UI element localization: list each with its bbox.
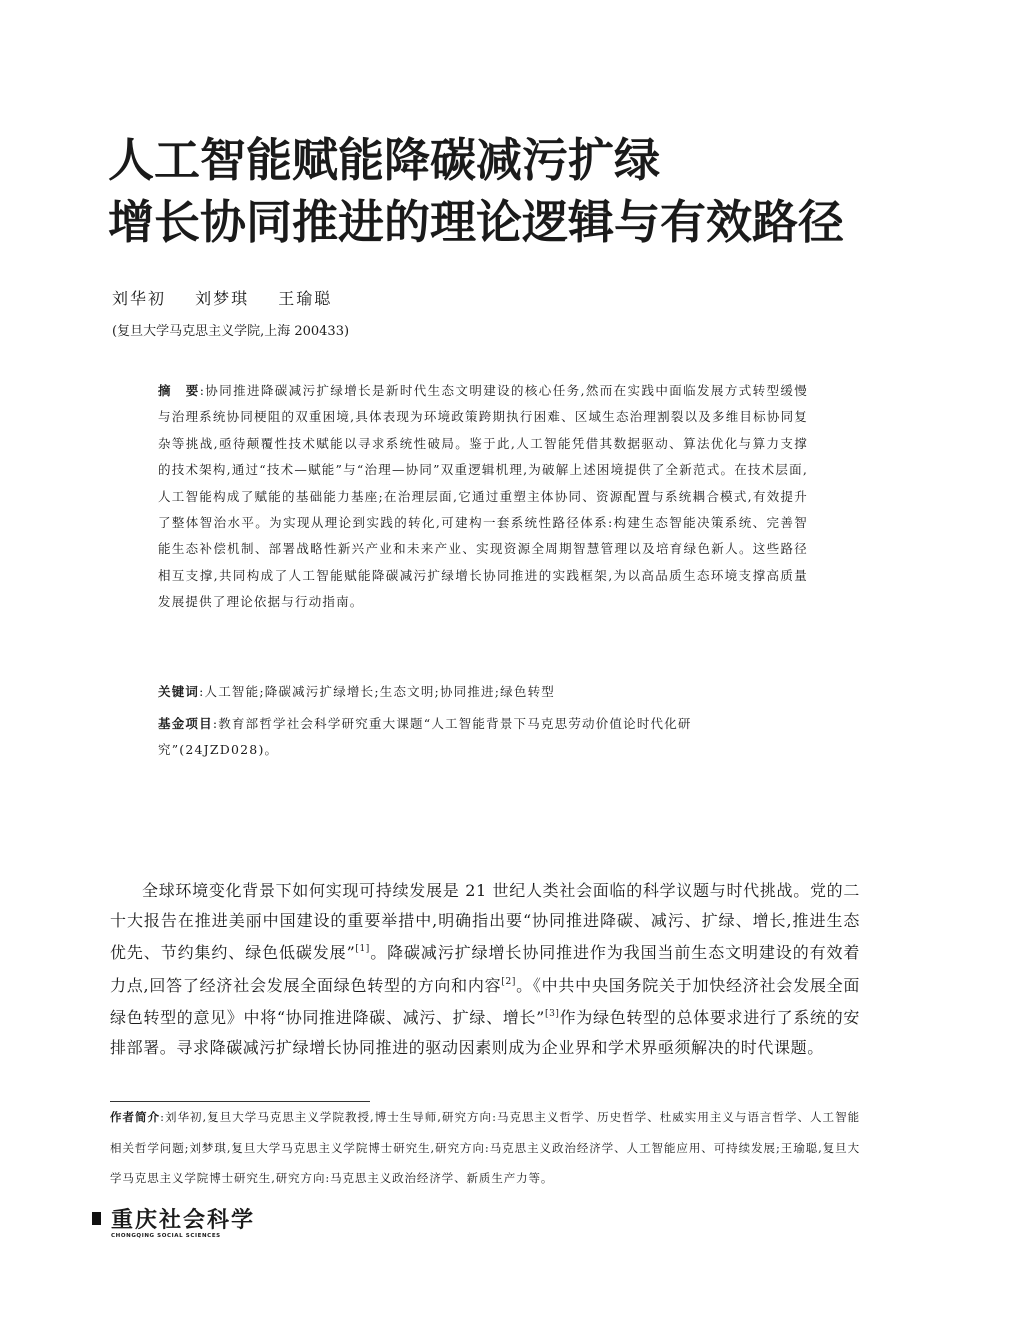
body-segment: 全球环境变化背景下如何实现可持续发展是 21 世纪人类社会面临的科学议题与时代挑战。党的二十大报告在推进美丽中国建设的重要举措中,明确指出要“协同推进降碳、减污、扩绿、增长,推进生态优先、节约集约、绿色低碳发展” <box>110 881 860 963</box>
affiliation: (复旦大学马克思主义学院,上海 200433) <box>112 324 350 339</box>
keywords <box>158 679 808 705</box>
article-title-line2: 增长协同推进的理论逻辑与有效路径 <box>108 195 844 249</box>
author-name: 刘梦琪 <box>195 289 250 308</box>
abstract-text: :协同推进降碳减污扩绿增长是新时代生态文明建设的核心任务,然而在实践中面临发展方式转型缓慢与治理系统协同梗阻的双重困境,具体表现为环境政策跨期执行困难、区域生态治理割裂以及多维目标协同复杂等挑战,亟待颠覆性技术赋能以寻求系统性破局。鉴于此,人工智能凭借其数据驱动、算法优化与算力支撑的技术架构,通过“技术—赋能”与“治理—协同”双重逻辑机理,为破解上述困境提供了全新范式。在技术层面,人工智能构成了赋能的基础能力基座;在治理层面,它通过重塑主体协同、资源配置与系统耦合模式,有效提升了整体智治水平。为实现从理论到实践的转化,可建构一套系统性路径体系:构建生态智能决策系统、完善智能生态补偿机制、部署战略性新兴产业和未来产业、实现资源全周期智慧管理以及培育绿色新人。这些路径相互支撑,共同构成了人工智能赋能降碳减污扩绿增长协同推进的实践框架,为以高品质生态环境支撑高质量发展提供了理论依据与行动指南。 <box>158 383 809 610</box>
journal-mark-icon <box>92 1212 101 1225</box>
body-segment: 作为绿色转型的总体要求进行了系统的安排部署。寻求降碳减污扩绿增长协同推进的驱动因素则成为企业界和学术界亟须解决的时代课题。 <box>110 1008 860 1057</box>
citation-ref[interactable]: [3] <box>544 1009 560 1020</box>
journal-name-cn: 重庆社会科学 <box>111 1207 256 1233</box>
author-name: 刘华初 <box>112 289 167 308</box>
author-note-label: 作者简介 <box>110 1110 161 1124</box>
abstract <box>158 378 808 616</box>
abstract-label: 摘 要 <box>158 383 200 398</box>
body-segment: 。《中共中央国务院关于加快经济社会发展全面绿色转型的意见》中将“协同推进降碳、减污、扩绿、增长” <box>110 975 860 1028</box>
body-text <box>110 876 860 1063</box>
author-list <box>112 286 354 309</box>
journal-logo <box>92 1208 255 1239</box>
article-title-line1: 人工智能赋能降碳减污扩绿 <box>108 133 660 187</box>
journal-name-en: CHONGQING SOCIAL SCIENCES <box>111 1233 221 1239</box>
author-name: 王瑜聪 <box>278 289 333 308</box>
citation-ref[interactable]: [2] <box>501 976 516 987</box>
keywords-label: 关键词 <box>158 684 200 699</box>
body-segment: 。降碳减污扩绿增长协同推进作为我国当前生态文明建设的有效着力点,回答了经济社会发展全面绿色转型的方向和内容 <box>110 943 861 995</box>
citation-ref[interactable]: [1] <box>355 944 370 955</box>
author-note-text: :刘华初,复旦大学马克思主义学院教授,博士生导师,研究方向:马克思主义哲学、历史哲学、杜威实用主义与语言哲学、人工智能相关哲学问题;刘梦琪,复旦大学马克思主义学院博士研究生,研究方向:马克思主义政治经济学、人工智能应用、可持续发展;王瑜聪,复旦大学马克思主义学院博士研究生,研究方向:马克思主义政治经济学、新质生产力等。 <box>110 1110 860 1185</box>
fund-label: 基金项目 <box>158 716 213 731</box>
keywords-text: :人工智能;降碳减污扩绿增长;生态文明;协同推进;绿色转型 <box>199 684 555 699</box>
author-note <box>110 1102 860 1194</box>
fund-project <box>158 711 808 763</box>
fund-text: :教育部哲学社会科学研究重大课题“人工智能背景下马克思劳动价值论时代化研究”(24JZD028)。 <box>158 716 692 757</box>
